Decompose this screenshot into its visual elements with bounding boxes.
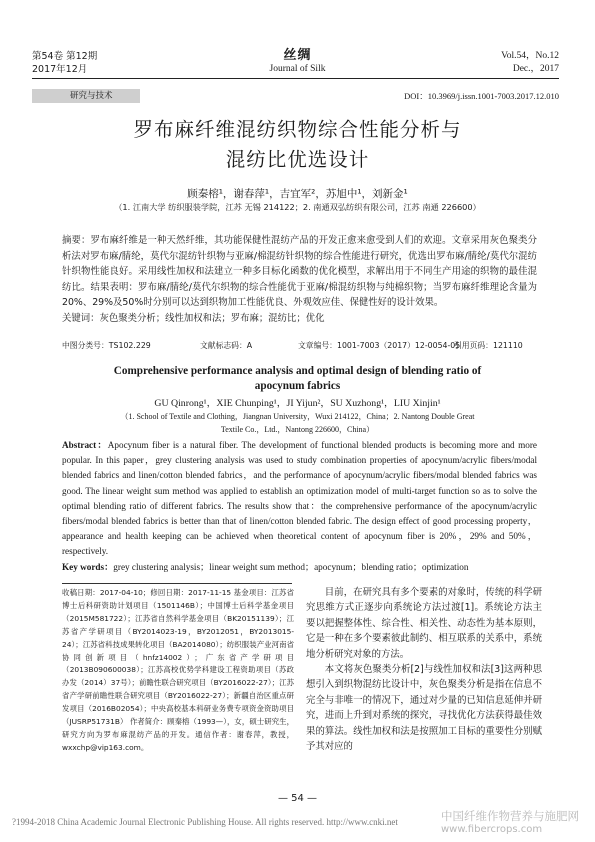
keywords-cn: 关键词：灰色聚类分析；线性加权和法；罗布麻；混纺比；优化 (62, 312, 325, 324)
date-en: Dec.，2017 (512, 64, 559, 74)
journal-logo-cn: 丝绸 (283, 48, 312, 63)
article-number: 文章编号：1001-7003（2017）12-0054-05 (298, 341, 461, 350)
watermark-line2: www.fibercrops.com (441, 824, 543, 835)
footnote-rule (62, 583, 292, 584)
affiliation-en-line1: （1. School of Textile and Clothing，Jiangnan University，Wuxi 214122，China；2. Nantong Double Great (120, 412, 475, 421)
watermark (441, 810, 579, 836)
doi: DOI：10.3969/j.issn.1001-7003.2017.12.010 (404, 91, 559, 101)
article-title-cn-line2: 混纺比优选设计 (225, 148, 370, 171)
body-paragraph-1: 目前，在研究具有多个要素的对象时，传统的科学研究思维方式正逐步向系统论方法过渡[1]。系统论方法主要以把握整体性、综合性、相关性、动态性为基本原则，它是一种在多个要素彼此制约、相互联系的关系中，系统地分析研究对象的方法。 (306, 587, 542, 660)
volume-issue-en: Vol.54，No.12 (501, 51, 559, 61)
watermark-line1: 中国纤维作物营养与施肥网 (441, 809, 579, 823)
keywords-en (62, 560, 537, 574)
affiliation-en (0, 410, 595, 436)
page-number: — 54 — (277, 793, 318, 804)
abstract-cn-block (62, 233, 537, 326)
article-title-cn-line1: 罗布麻纤维混纺织物综合性能分析与 (133, 118, 462, 141)
keywords-en-text: grey clustering analysis；linear weight sum method；apocynum；blending ratio；optimization (113, 562, 469, 572)
abstract-en-label: Abstract： (62, 440, 108, 450)
article-title-en-line2: apocynum fabrics (254, 380, 341, 392)
section-tag: 研究与技术 (32, 89, 140, 103)
header-volume-en-block (501, 50, 559, 76)
abstract-en (62, 438, 537, 560)
affiliation-en-line2: Textile Co.，Ltd.，Nantong 226600，China） (220, 425, 375, 434)
body-paragraph-2: 本文将灰色聚类分析[2]与线性加权和法[3]这两种思想引入到织物混纺比设计中，灰色聚类分析是指在信息不完全与非唯一的情况下，通过对少量的已知信息延伸并研究，进而上升到对系统的探究，寻找优化方法获得最佳效果的算法。线性加权和法是按照加工目标的重要性分别赋予其对应的 (306, 664, 542, 753)
abstract-cn: 摘要：罗布麻纤维是一种天然纤维，其功能保健性混纺产品的开发正愈来愈受到人们的欢迎。文章采用灰色聚类分析法对罗布麻/腈纶，莫代尔混纺针织物与亚麻/棉混纺针织物的综合性能进行研究，优选出罗布麻/腈纶/莫代尔混纺针织物性能良好。采用线性加权和法建立一种多目标化函数的优化模型，求解出用于不同生产用途的织物的最佳混纺比。结果表明：罗布麻/腈纶/莫代尔织物的综合性能优于亚麻/棉混纺织物与纯棉织物；当罗布麻纤维理论含量为20%、29%及50%时分别可以达到织物加工性能优良、外观效应佳、保健性好的设计效果。 (62, 235, 537, 308)
authors-cn: 顾秦榕¹，谢春萍¹，吉宜军²，苏旭中¹，刘新金¹ (187, 188, 408, 200)
keywords-en-label: Key words： (62, 562, 114, 572)
volume-issue-cn: 第54卷 第12期 (32, 51, 98, 62)
article-title-en (0, 364, 595, 394)
reference-code: 引用页码：121110 (454, 341, 523, 350)
header-rule (32, 78, 559, 79)
footnote: 收稿日期：2017-04-10；修回日期：2017-11-15 基金项目：江苏省博士后科研资助计划项目（1501146B）；中国博士后科学基金项目（2015M581722）；江苏省自然科学基金项目（BK20151139）；江苏省产学研项目（BY2014023-19，BY2012051，BY2013015-24）；江苏省科技成果转化项目（BA2014080）；纺织服装产业河南省协同创新项目（hnfz14002）；广东省产学研项目（2013B090600038）；江苏高校优势学科建设工程资助项目（苏政办发（2014）37号）；前瞻性联合研究项目（BY2016022-27）；江苏省产学研前瞻性联合研究项目（BY2016022-27）；新疆自治区重点研发项目（2016B02054）；中央高校基本科研业务费专项资金资助项目（JUSRP51731B） 作者简介：顾秦榕（1993—），女，硕士研究生，研究方向为罗布麻混纺产品的开发。通信作者：谢春萍，教授，wxxchp@vip163.com。 (62, 588, 294, 752)
journal-name-en: Journal of Silk (269, 64, 326, 74)
document-code: 文献标志码：A (200, 341, 253, 350)
copyright-line: ?1994-2018 China Academic Journal Electronic Publishing House. All rights reserved. http://www.cnki.net (12, 817, 398, 827)
authors-en: GU Qinrong¹，XIE Chunping¹，JI Yijun²，SU Xuzhong¹，LIU Xinjin¹ (154, 398, 441, 409)
article-title-cn (0, 115, 595, 175)
date-cn: 2017年12月 (32, 64, 88, 75)
clc-number: 中图分类号：TS102.229 (62, 341, 151, 350)
abstract-en-text: Apocynum fiber is a natural fiber. The development of functional blended products is becoming more and more popular. In this paper，grey clustering analysis was used to study combination properties of apocynum/acrylic fibers/modal blended fabrics and linen/cotton blended fabrics，and the performance of apocynum/acrylic fibers/modal blended fabrics was good. The linear weight sum method was applied to establish an optimization model of multi-target function so as to solve the optimal blending ratio of different fabrics. The results show that：the comprehensive performance of the apocynum/acrylic fibers/modal blended fabrics is better than that of linen/cotton blended fabric. The design effect of good processing property，appearance and health keeping can be achieved when theoretical content of apocynum fiber is 20%，29% and 50%，respectively. (62, 440, 537, 557)
body-text (306, 585, 542, 754)
article-title-en-line1: Comprehensive performance analysis and optimal design of blending ratio of (113, 365, 482, 377)
affiliation-cn: （1. 江南大学 纺织服装学院，江苏 无锡 214122；2. 南通双弘纺织有限公司，江苏 南通 226600） (114, 202, 481, 212)
